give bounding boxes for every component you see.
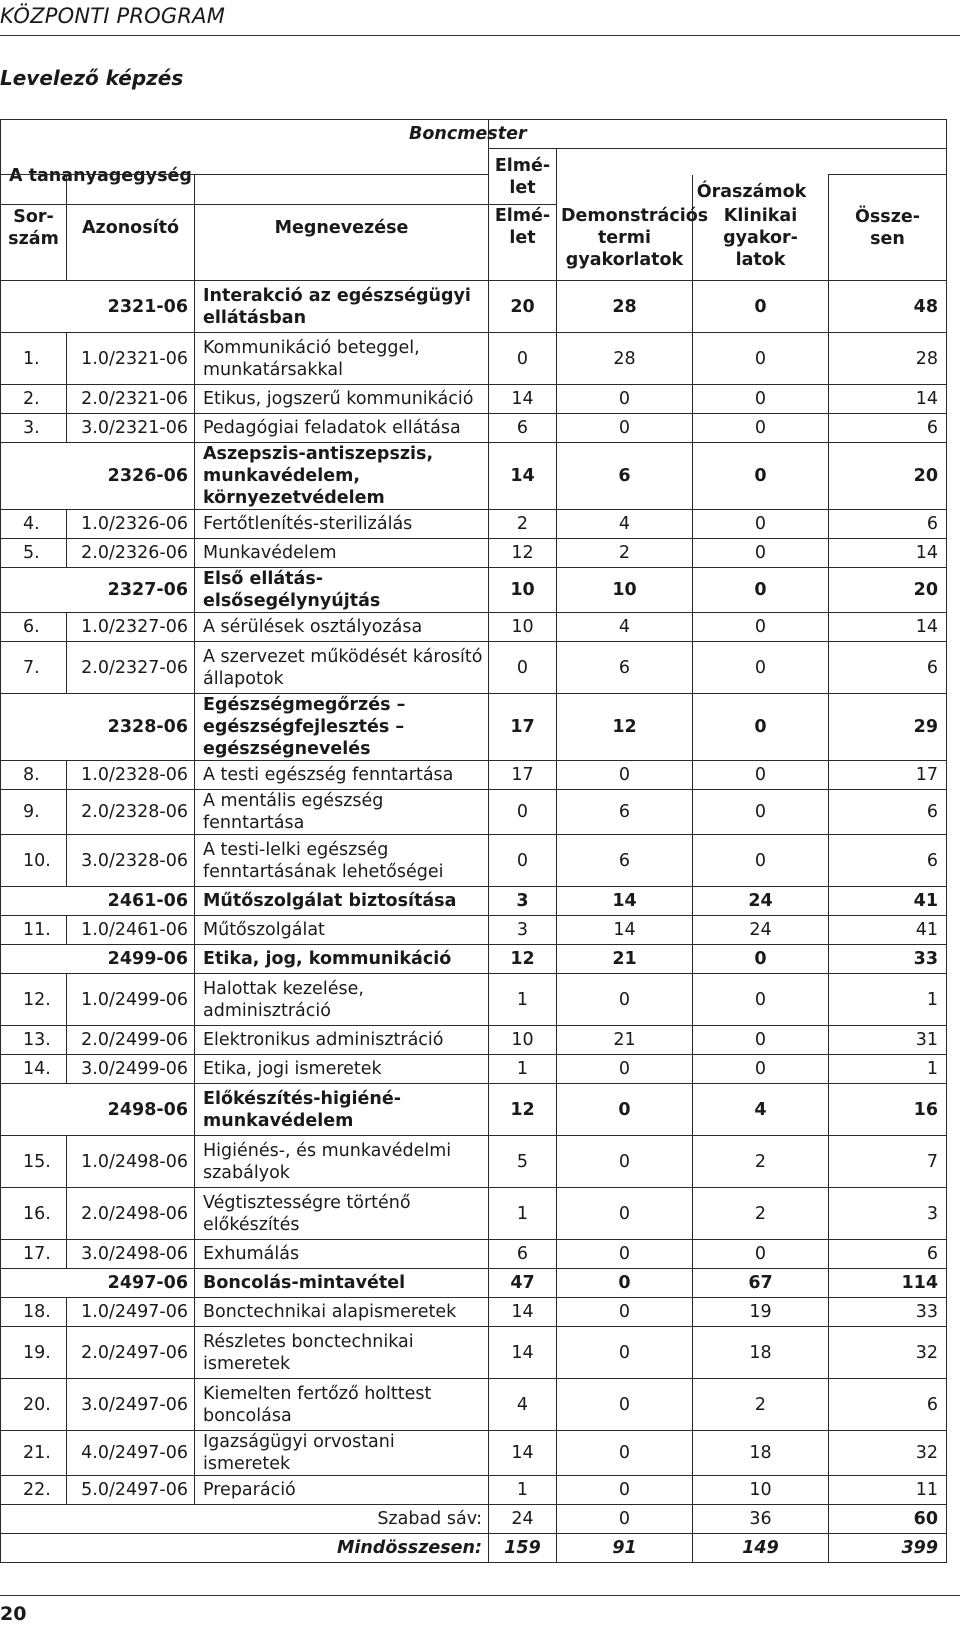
- cell-azonosito: 3.0/2497-06: [67, 1379, 195, 1431]
- cell-klinikai: 2: [693, 1379, 829, 1431]
- cell-sorszam: [1, 568, 67, 613]
- page-header-title: KÖZPONTI PROGRAM: [0, 4, 226, 28]
- cell-demonstracios: 12: [557, 694, 693, 761]
- col-header-demonstracios: Demonstrációs termi gyakorlatok: [557, 175, 693, 281]
- cell-osszesen: 7: [829, 1136, 947, 1188]
- cell-elmelet: 1: [489, 974, 557, 1026]
- cell-sorszam: 1.: [1, 333, 67, 385]
- table-row: [1, 613, 947, 642]
- cell-sorszam: 17.: [1, 1240, 67, 1269]
- cell-sorszam: [1, 1084, 67, 1136]
- cell-azonosito: 2497-06: [67, 1269, 195, 1298]
- cell-sorszam: 21.: [1, 1431, 67, 1476]
- cell-megnevezes: Etika, jog, kommunikáció: [195, 945, 489, 974]
- cell-klinikai: 24: [693, 887, 829, 916]
- table-row: [1, 539, 947, 568]
- cell-sorszam: 2.: [1, 385, 67, 414]
- cell-megnevezes: Interakció az egészségügyi ellátásban: [195, 281, 489, 333]
- table-row: [1, 642, 947, 694]
- cell-azonosito: 3.0/2498-06: [67, 1240, 195, 1269]
- table-row: [1, 385, 947, 414]
- cell-azonosito: 1.0/2497-06: [67, 1298, 195, 1327]
- cell-megnevezes: A testi egészség fenntartása: [195, 761, 489, 790]
- cell-klinikai: 0: [693, 835, 829, 887]
- cell-osszesen: 6: [829, 510, 947, 539]
- module-row: [1, 281, 947, 333]
- cell-osszesen: 6: [829, 1240, 947, 1269]
- cell-azonosito: 1.0/2321-06: [67, 333, 195, 385]
- cell-elmelet: 47: [489, 1269, 557, 1298]
- cell-osszesen: 29: [829, 694, 947, 761]
- col-header-sorszam: Sor- szám: [1, 175, 67, 281]
- cell-demonstracios: 28: [557, 281, 693, 333]
- col-header-theory: Elmé- let: [489, 149, 557, 205]
- cell-demonstracios: 0: [557, 1431, 693, 1476]
- cell-demonstracios: 6: [557, 642, 693, 694]
- cell-elmelet: 12: [489, 1084, 557, 1136]
- cell-sorszam: 11.: [1, 916, 67, 945]
- cell-demonstracios: 0: [557, 1084, 693, 1136]
- cell-azonosito: 2326-06: [67, 443, 195, 510]
- cell-azonosito: 2.0/2327-06: [67, 642, 195, 694]
- table-row: [1, 1327, 947, 1379]
- cell-klinikai: 0: [693, 945, 829, 974]
- cell-klinikai: 0: [693, 1240, 829, 1269]
- cell-sorszam: 15.: [1, 1136, 67, 1188]
- cell-demonstracios: 0: [557, 1240, 693, 1269]
- cell-demonstracios: 14: [557, 887, 693, 916]
- cell-klinikai: 18: [693, 1327, 829, 1379]
- table-row: [1, 1476, 947, 1505]
- table-row: [1, 1026, 947, 1055]
- cell-azonosito: 3.0/2499-06: [67, 1055, 195, 1084]
- table-row: [1, 916, 947, 945]
- cell-megnevezes: Higiénés-, és munkavédelmi szabályok: [195, 1136, 489, 1188]
- cell-elmelet: 2: [489, 510, 557, 539]
- table-row: [1, 1379, 947, 1431]
- cell-azonosito: 1.0/2327-06: [67, 613, 195, 642]
- module-row: [1, 694, 947, 761]
- cell-demonstracios: 6: [557, 835, 693, 887]
- cell-megnevezes: Bonctechnikai alapismeretek: [195, 1298, 489, 1327]
- table-row: [1, 1055, 947, 1084]
- cell-megnevezes: Munkavédelem: [195, 539, 489, 568]
- module-row: [1, 887, 947, 916]
- cell-demonstracios: 0: [557, 761, 693, 790]
- cell-klinikai: 0: [693, 385, 829, 414]
- cell-megnevezes: Egészségmegőrzés – egészségfejlesztés – egészségnevelés: [195, 694, 489, 761]
- cell-azonosito: 2328-06: [67, 694, 195, 761]
- cell-megnevezes: Műtőszolgálat: [195, 916, 489, 945]
- cell-elmelet: 10: [489, 1026, 557, 1055]
- cell-elmelet: 17: [489, 761, 557, 790]
- cell-elmelet: 1: [489, 1055, 557, 1084]
- cell-demonstracios: 0: [557, 1136, 693, 1188]
- cell-osszesen: 6: [829, 414, 947, 443]
- cell-klinikai: 0: [693, 642, 829, 694]
- cell-elmelet: 14: [489, 1298, 557, 1327]
- cell-megnevezes: Kiemelten fertőző holttest boncolása: [195, 1379, 489, 1431]
- unit-header: A tananyagegység: [1, 149, 489, 205]
- cell-klinikai: 0: [693, 414, 829, 443]
- cell-klinikai: 0: [693, 1026, 829, 1055]
- module-row: [1, 1084, 947, 1136]
- cell-sorszam: 20.: [1, 1379, 67, 1431]
- grand-total-row-kli: 149: [693, 1534, 829, 1563]
- free-hours-row-elm: 24: [489, 1505, 557, 1534]
- cell-azonosito: 2498-06: [67, 1084, 195, 1136]
- cell-osszesen: 31: [829, 1026, 947, 1055]
- cell-megnevezes: Etika, jogi ismeretek: [195, 1055, 489, 1084]
- cell-megnevezes: Fertőtlenítés-sterilizálás: [195, 510, 489, 539]
- cell-megnevezes: Előkészítés-higiéné-munkavédelem: [195, 1084, 489, 1136]
- cell-sorszam: 8.: [1, 761, 67, 790]
- cell-elmelet: 0: [489, 333, 557, 385]
- cell-sorszam: 12.: [1, 974, 67, 1026]
- cell-osszesen: 1: [829, 1055, 947, 1084]
- cell-megnevezes: A testi-lelki egészség fenntartásának lehetőségei: [195, 835, 489, 887]
- cell-azonosito: 2461-06: [67, 887, 195, 916]
- cell-demonstracios: 2: [557, 539, 693, 568]
- cell-sorszam: 5.: [1, 539, 67, 568]
- cell-azonosito: 2.0/2326-06: [67, 539, 195, 568]
- cell-sorszam: 6.: [1, 613, 67, 642]
- cell-elmelet: 4: [489, 1379, 557, 1431]
- cell-azonosito: 2.0/2328-06: [67, 790, 195, 835]
- cell-elmelet: 6: [489, 414, 557, 443]
- cell-demonstracios: 4: [557, 510, 693, 539]
- cell-klinikai: 19: [693, 1298, 829, 1327]
- cell-elmelet: 12: [489, 945, 557, 974]
- cell-megnevezes: Első ellátás-elsősegélynyújtás: [195, 568, 489, 613]
- cell-osszesen: 33: [829, 945, 947, 974]
- cell-osszesen: 6: [829, 642, 947, 694]
- footer-divider: [0, 1595, 960, 1596]
- header-divider: [0, 35, 960, 36]
- cell-osszesen: 3: [829, 1188, 947, 1240]
- cell-megnevezes: A mentális egészség fenntartása: [195, 790, 489, 835]
- cell-elmelet: 3: [489, 887, 557, 916]
- cell-elmelet: 5: [489, 1136, 557, 1188]
- free-hours-row-dem: 0: [557, 1505, 693, 1534]
- cell-demonstracios: 0: [557, 1476, 693, 1505]
- cell-azonosito: 1.0/2498-06: [67, 1136, 195, 1188]
- grand-total-row-dem: 91: [557, 1534, 693, 1563]
- cell-azonosito: 1.0/2326-06: [67, 510, 195, 539]
- col-header-klinikai: Klinikai gyakor- latok: [693, 175, 829, 281]
- cell-demonstracios: 14: [557, 916, 693, 945]
- cell-sorszam: 22.: [1, 1476, 67, 1505]
- cell-elmelet: 0: [489, 790, 557, 835]
- cell-demonstracios: 6: [557, 443, 693, 510]
- cell-klinikai: 0: [693, 974, 829, 1026]
- cell-elmelet: 10: [489, 568, 557, 613]
- cell-klinikai: 0: [693, 510, 829, 539]
- cell-megnevezes: Elektronikus adminisztráció: [195, 1026, 489, 1055]
- table-row: [1, 333, 947, 385]
- cell-osszesen: 6: [829, 1379, 947, 1431]
- cell-klinikai: 10: [693, 1476, 829, 1505]
- cell-klinikai: 18: [693, 1431, 829, 1476]
- table-row: [1, 1240, 947, 1269]
- curriculum-body: [0, 174, 947, 1563]
- table-row: [1, 510, 947, 539]
- cell-sorszam: 18.: [1, 1298, 67, 1327]
- cell-elmelet: 14: [489, 1327, 557, 1379]
- cell-azonosito: 2.0/2499-06: [67, 1026, 195, 1055]
- cell-megnevezes: A szervezet működését károsító állapotok: [195, 642, 489, 694]
- module-row: [1, 568, 947, 613]
- col-header-megnevezese: Megnevezése: [195, 175, 489, 281]
- cell-osszesen: 1: [829, 974, 947, 1026]
- cell-osszesen: 41: [829, 887, 947, 916]
- cell-sorszam: [1, 1269, 67, 1298]
- cell-sorszam: 9.: [1, 790, 67, 835]
- cell-megnevezes: Etikus, jogszerű kommunikáció: [195, 385, 489, 414]
- free-hours-row: [1, 1505, 947, 1534]
- cell-klinikai: 0: [693, 613, 829, 642]
- cell-demonstracios: 0: [557, 1379, 693, 1431]
- cell-osszesen: 33: [829, 1298, 947, 1327]
- cell-osszesen: 20: [829, 568, 947, 613]
- free-hours-row-kli: 36: [693, 1505, 829, 1534]
- cell-sorszam: 10.: [1, 835, 67, 887]
- cell-azonosito: 2321-06: [67, 281, 195, 333]
- cell-sorszam: 14.: [1, 1055, 67, 1084]
- cell-osszesen: 32: [829, 1431, 947, 1476]
- table-row: [1, 1298, 947, 1327]
- cell-elmelet: 14: [489, 385, 557, 414]
- grand-total-row-elm: 159: [489, 1534, 557, 1563]
- cell-azonosito: 4.0/2497-06: [67, 1431, 195, 1476]
- page-number: 20: [0, 1603, 27, 1625]
- cell-elmelet: 1: [489, 1476, 557, 1505]
- table-row: [1, 974, 947, 1026]
- cell-sorszam: 13.: [1, 1026, 67, 1055]
- grand-total-row-ossz: 399: [829, 1534, 947, 1563]
- cell-demonstracios: 21: [557, 1026, 693, 1055]
- cell-azonosito: 1.0/2461-06: [67, 916, 195, 945]
- cell-demonstracios: 0: [557, 1269, 693, 1298]
- cell-osszesen: 16: [829, 1084, 947, 1136]
- cell-sorszam: 7.: [1, 642, 67, 694]
- cell-demonstracios: 0: [557, 1188, 693, 1240]
- cell-demonstracios: 6: [557, 790, 693, 835]
- cell-demonstracios: 21: [557, 945, 693, 974]
- cell-elmelet: 0: [489, 835, 557, 887]
- cell-sorszam: [1, 281, 67, 333]
- cell-osszesen: 11: [829, 1476, 947, 1505]
- cell-klinikai: 0: [693, 281, 829, 333]
- cell-osszesen: 20: [829, 443, 947, 510]
- cell-elmelet: 6: [489, 1240, 557, 1269]
- cell-demonstracios: 0: [557, 1298, 693, 1327]
- cell-azonosito: 3.0/2321-06: [67, 414, 195, 443]
- cell-elmelet: 14: [489, 1431, 557, 1476]
- cell-sorszam: [1, 694, 67, 761]
- cell-osszesen: 48: [829, 281, 947, 333]
- free-hours-row-label: Szabad sáv:: [1, 1505, 489, 1534]
- cell-megnevezes: Műtőszolgálat biztosítása: [195, 887, 489, 916]
- table-row: [1, 761, 947, 790]
- cell-sorszam: [1, 945, 67, 974]
- column-header-row: [1, 175, 947, 281]
- cell-azonosito: 1.0/2328-06: [67, 761, 195, 790]
- cell-klinikai: 0: [693, 539, 829, 568]
- table-row: [1, 790, 947, 835]
- cell-azonosito: 3.0/2328-06: [67, 835, 195, 887]
- table-row: [1, 1188, 947, 1240]
- cell-osszesen: 14: [829, 613, 947, 642]
- grand-total-row-label: Mindösszesen:: [1, 1534, 489, 1563]
- cell-demonstracios: 0: [557, 414, 693, 443]
- cell-klinikai: 0: [693, 443, 829, 510]
- cell-elmelet: 10: [489, 613, 557, 642]
- program-name: Boncmester: [489, 120, 947, 149]
- cell-megnevezes: Preparáció: [195, 1476, 489, 1505]
- cell-megnevezes: Végtisztességre történő előkészítés: [195, 1188, 489, 1240]
- cell-elmelet: 3: [489, 916, 557, 945]
- cell-elmelet: 0: [489, 642, 557, 694]
- cell-demonstracios: 0: [557, 1055, 693, 1084]
- cell-osszesen: 6: [829, 790, 947, 835]
- grand-total-row: [1, 1534, 947, 1563]
- cell-demonstracios: 10: [557, 568, 693, 613]
- cell-klinikai: 2: [693, 1188, 829, 1240]
- cell-elmelet: 12: [489, 539, 557, 568]
- cell-osszesen: 14: [829, 539, 947, 568]
- module-row: [1, 443, 947, 510]
- cell-klinikai: 4: [693, 1084, 829, 1136]
- cell-megnevezes: Pedagógiai feladatok ellátása: [195, 414, 489, 443]
- cell-osszesen: 28: [829, 333, 947, 385]
- cell-demonstracios: 0: [557, 974, 693, 1026]
- cell-megnevezes: Aszepszis-antiszepszis, munkavédelem, környezetvédelem: [195, 443, 489, 510]
- cell-azonosito: 2.0/2498-06: [67, 1188, 195, 1240]
- cell-megnevezes: Halottak kezelése, adminisztráció: [195, 974, 489, 1026]
- cell-megnevezes: Részletes bonctechnikai ismeretek: [195, 1327, 489, 1379]
- cell-megnevezes: Igazságügyi orvostani ismeretek: [195, 1431, 489, 1476]
- cell-megnevezes: A sérülések osztályozása: [195, 613, 489, 642]
- cell-azonosito: 5.0/2497-06: [67, 1476, 195, 1505]
- cell-osszesen: 32: [829, 1327, 947, 1379]
- cell-osszesen: 6: [829, 835, 947, 887]
- cell-osszesen: 114: [829, 1269, 947, 1298]
- cell-osszesen: 14: [829, 385, 947, 414]
- cell-osszesen: 17: [829, 761, 947, 790]
- table-row: [1, 835, 947, 887]
- cell-azonosito: 2327-06: [67, 568, 195, 613]
- module-row: [1, 945, 947, 974]
- cell-azonosito: 2.0/2321-06: [67, 385, 195, 414]
- cell-klinikai: 67: [693, 1269, 829, 1298]
- cell-sorszam: [1, 887, 67, 916]
- cell-sorszam: 4.: [1, 510, 67, 539]
- cell-osszesen: 41: [829, 916, 947, 945]
- cell-elmelet: 17: [489, 694, 557, 761]
- cell-azonosito: 2499-06: [67, 945, 195, 974]
- table-row: [1, 1431, 947, 1476]
- cell-elmelet: 1: [489, 1188, 557, 1240]
- cell-klinikai: 0: [693, 568, 829, 613]
- cell-klinikai: 0: [693, 694, 829, 761]
- cell-demonstracios: 28: [557, 333, 693, 385]
- col-header-azonosito: Azonosító: [67, 175, 195, 281]
- cell-elmelet: 20: [489, 281, 557, 333]
- col-header-osszesen: Össze- sen: [829, 175, 947, 281]
- col-header-elmelet: Elmé- let: [489, 175, 557, 281]
- cell-sorszam: [1, 443, 67, 510]
- cell-klinikai: 24: [693, 916, 829, 945]
- cell-sorszam: 16.: [1, 1188, 67, 1240]
- cell-klinikai: 0: [693, 761, 829, 790]
- hours-header: Óraszámok: [557, 149, 947, 205]
- cell-demonstracios: 0: [557, 1327, 693, 1379]
- cell-klinikai: 0: [693, 1055, 829, 1084]
- table-row: [1, 1136, 947, 1188]
- table-row: [1, 414, 947, 443]
- cell-megnevezes: Kommunikáció beteggel, munkatársakkal: [195, 333, 489, 385]
- cell-sorszam: 19.: [1, 1327, 67, 1379]
- cell-sorszam: 3.: [1, 414, 67, 443]
- cell-azonosito: 1.0/2499-06: [67, 974, 195, 1026]
- cell-elmelet: 14: [489, 443, 557, 510]
- cell-demonstracios: 4: [557, 613, 693, 642]
- free-hours-row-ossz: 60: [829, 1505, 947, 1534]
- cell-megnevezes: Boncolás-mintavétel: [195, 1269, 489, 1298]
- cell-azonosito: 2.0/2497-06: [67, 1327, 195, 1379]
- cell-klinikai: 0: [693, 790, 829, 835]
- module-row: [1, 1269, 947, 1298]
- section-title: Levelező képzés: [0, 66, 184, 90]
- cell-megnevezes: Exhumálás: [195, 1240, 489, 1269]
- cell-demonstracios: 0: [557, 385, 693, 414]
- cell-klinikai: 0: [693, 333, 829, 385]
- cell-klinikai: 2: [693, 1136, 829, 1188]
